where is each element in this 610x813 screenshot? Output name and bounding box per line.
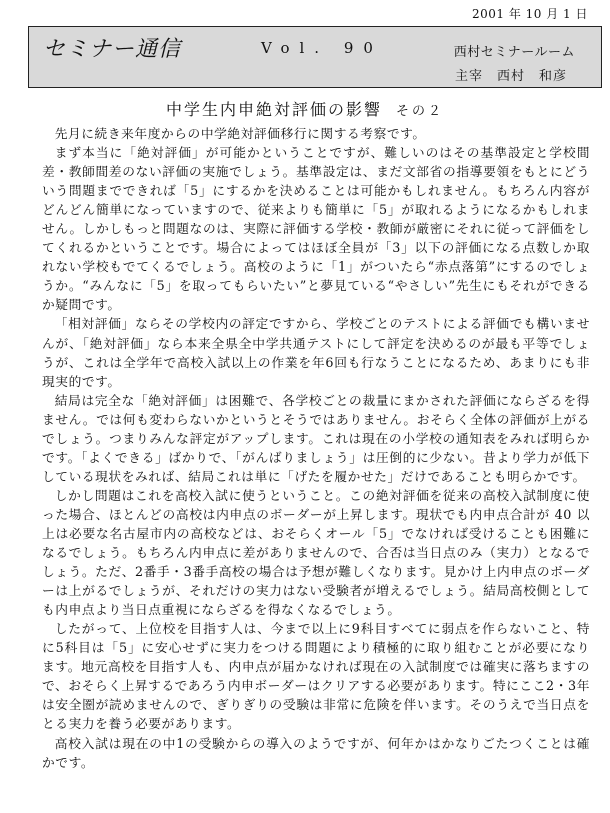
- paragraph: 先月に続き来年度からの中学絶対評価移行に関する考察です。: [54, 126, 426, 141]
- editor-name: 主宰 西村 和彦: [454, 69, 567, 84]
- newsletter-header: [28, 26, 602, 88]
- article-headline: [0, 97, 610, 120]
- paragraph: しかし問題はこれを高校入試に使うということ。この絶対評価を従来の高校入試制度に使った場合、ほとんどの高校は内申点のボーダーが上昇します。現状でも内申点合計が 40 以上は必要な名古屋市内の高校などは、おそらくオール「5」でなければ受けることも困難になるでしょう。もちろん内申点に差がありませんので、合否は当日点のみ（実力）となるでしょう。ただ、2番手・3番手高校の場合は予想が難しくなります。見かけ上内申点のボーダーは上がるでしょうが、それだけの実力はない受験者が増えるでしょう。結局高校側としても内申点より当日点重視にならざるを得なくなるでしょう。: [42, 487, 590, 618]
- paragraph: したがって、上位校を目指す人は、今まで以上に9科目すべてに弱点を作らないこと、特に5科目は「5」に安心せずに実力をつける問題により積極的に取り組むことが必要になります。地元高校を目指す人も、内申点が届かなければ現在の入試制度では確実に落ちますので、おそらく上昇するであろう内申ボーダーはクリアする必要があります。特にここ2・3年は安全圏が読めませんので、ぎりぎりの受験は非常に危険を伴います。そのうえで当日点をとる実力を養う必要があります。: [42, 621, 590, 732]
- paragraph: 結局は完全な「絶対評価」は困難で、各学校ごとの裁量にまかされた評価にならざるを得ません。では何も変わらないかというとそうではありません。おそらく全体の評価が上がるでしょう。つまりみんな評定がアップします。これは現在の小学校の通知表をみれば明らかです。「よくできる」ばかりで、「がんばりましょう」は圧倒的に少ない。昔より学力が低下している現状をみれば、結局これは単に「げたを履かせた」だけであることも明らかです。: [42, 392, 590, 484]
- paragraph: まず本当に「絶対評価」が可能かということですが、難しいのはその基準設定と学校間差・教師間差のない評価の実施でしょう。基準設定は、まだ文部省の指導要領をもとにどういう問題までできれば「5」にするかを決めることは可能かもしれません。もちろん内容がどんどん簡単になっていますので、従来よりも簡単に「5」が取れるようになるかもしれません。しかしもっと問題なのは、実際に評価する学校・教師が厳密にそれに従って評価をしてくれるかということです。場合によってはほぼ全員が「3」以下の評価になる点数しか取れない学校もでてくるでしょう。高校のように「1」がついたら“赤点落第”にするのでしょうか。“みんなに「5」を取ってもらいたい”と夢見ている“やさしい”先生にもそれができるか疑問です。: [42, 145, 590, 313]
- article-part: その２: [396, 104, 445, 119]
- paragraph: 「相対評価」ならその学校内の評定ですから、学校ごとのテストによる評価でも構いませんが、「絶対評価」なら本来全県全中学共通テストにして評定を決めるのが最も平等でしょうが、これは全学年で高校入試以上の作業を年6回も行なうことになるため、あまりにも非現実的です。: [42, 316, 590, 389]
- organization-name: 西村セミナールーム: [453, 45, 575, 60]
- issue-date: 2001 年 10 月 1 日: [471, 7, 588, 21]
- paragraph: 高校入試は現在の中1の受験からの導入のようですが、何年かはかなりごたつくことは確かです。: [42, 735, 590, 770]
- article-title: 中学生内申絶対評価の影響: [165, 100, 382, 119]
- article-body: [42, 124, 590, 772]
- volume-number: Vol. 90: [261, 39, 383, 57]
- newsletter-title: セミナー通信: [43, 37, 182, 62]
